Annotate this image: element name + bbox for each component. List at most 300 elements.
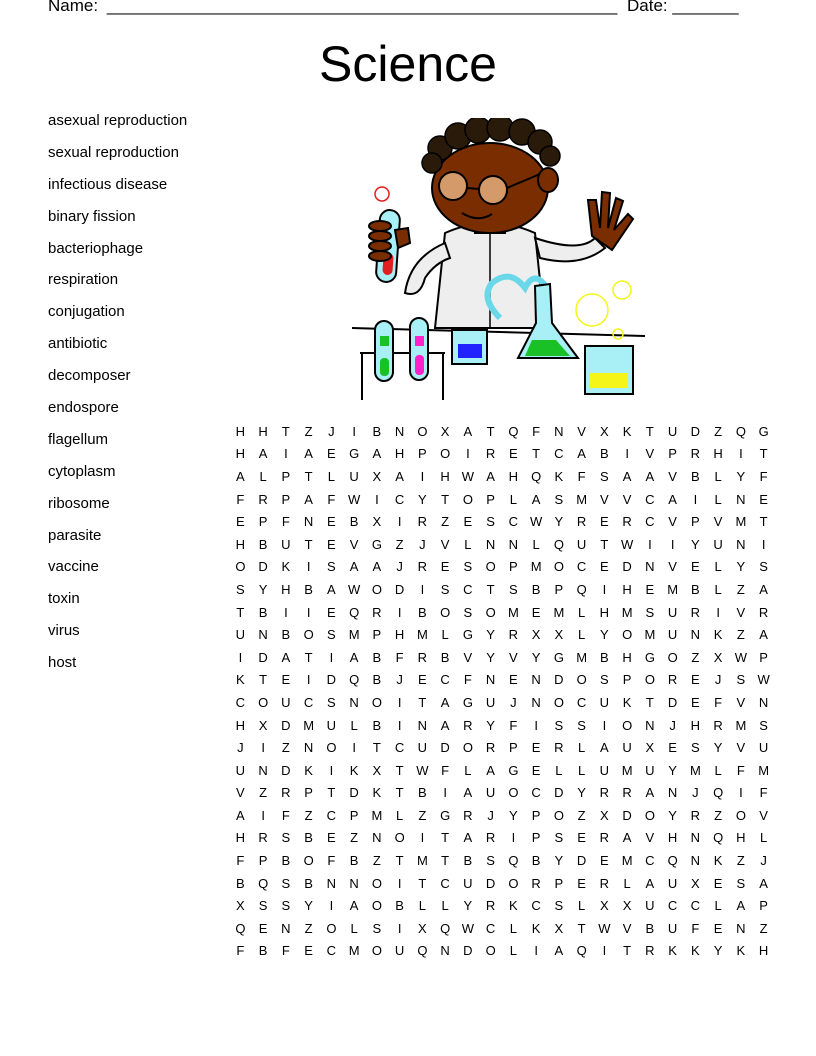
- grid-letter: K: [304, 762, 313, 778]
- grid-letter: E: [258, 920, 268, 936]
- grid-letter: M: [348, 943, 360, 959]
- grid-letter: U: [235, 762, 246, 778]
- grid-letter: E: [600, 559, 609, 575]
- grid-letter: W: [347, 491, 361, 507]
- grid-letter: R: [576, 514, 587, 530]
- grid-letter: Q: [576, 581, 587, 597]
- grid-letter: W: [347, 581, 361, 597]
- grid-letter: I: [306, 559, 311, 575]
- grid-letter: I: [625, 446, 629, 462]
- grid-letter: D: [690, 423, 701, 439]
- grid-letter: D: [349, 785, 359, 801]
- grid-letter: T: [759, 446, 768, 462]
- word-list-item: antibiotic: [48, 335, 108, 353]
- word-list-item: vaccine: [48, 558, 99, 576]
- grid-letter: Z: [395, 536, 404, 552]
- grid-letter: X: [554, 920, 564, 936]
- grid-letter: Z: [441, 514, 450, 530]
- grid-letter: R: [417, 559, 428, 575]
- grid-letter: Y: [304, 898, 313, 914]
- grid-letter: R: [690, 446, 701, 462]
- grid-letter: T: [759, 514, 768, 530]
- grid-letter: H: [235, 717, 246, 733]
- grid-letter: H: [690, 717, 701, 733]
- grid-letter: S: [486, 853, 495, 869]
- grid-letter: X: [372, 514, 382, 530]
- grid-letter: Z: [304, 920, 313, 936]
- table: [352, 328, 645, 336]
- grid-letter: J: [510, 694, 517, 710]
- grid-letter: O: [462, 740, 473, 756]
- grid-letter: U: [622, 740, 632, 756]
- word-list-item: flagellum: [48, 430, 109, 448]
- grid-letter: F: [759, 468, 768, 484]
- grid-letter: O: [326, 740, 337, 756]
- grid-letter: W: [461, 920, 475, 936]
- grid-letter: N: [281, 920, 291, 936]
- grid-letter: U: [485, 694, 496, 710]
- grid-letter: N: [690, 830, 701, 846]
- grid-letter: H: [394, 446, 405, 462]
- grid-letter: A: [622, 830, 632, 846]
- grid-letter: P: [554, 875, 564, 891]
- grid-row: [229, 714, 775, 737]
- grid-letter: I: [329, 898, 334, 914]
- grid-letter: S: [327, 559, 336, 575]
- grid-letter: P: [486, 491, 495, 507]
- grid-letter: P: [281, 491, 291, 507]
- grid-letter: T: [441, 491, 450, 507]
- grid-letter: C: [326, 807, 337, 823]
- grid-letter: U: [713, 536, 723, 552]
- grid-letter: V: [622, 491, 632, 507]
- grid-letter: V: [440, 536, 450, 552]
- grid-letter: N: [531, 672, 541, 688]
- grid-letter: O: [644, 672, 655, 688]
- grid-letter: T: [645, 694, 654, 710]
- grid-row: [229, 872, 775, 895]
- grid-letter: O: [508, 785, 519, 801]
- grid-letter: N: [667, 785, 678, 801]
- grid-letter: A: [531, 491, 541, 507]
- grid-letter: U: [667, 875, 678, 891]
- word-list-item: toxin: [48, 590, 80, 608]
- grid-letter: P: [531, 807, 541, 823]
- grid-letter: C: [394, 740, 405, 756]
- grid-letter: H: [622, 581, 632, 597]
- grid-letter: F: [281, 514, 290, 530]
- grid-letter: C: [690, 898, 701, 914]
- grid-letter: O: [485, 943, 496, 959]
- grid-letter: C: [554, 446, 564, 462]
- grid-letter: S: [600, 672, 609, 688]
- grid-row: [229, 465, 775, 488]
- grid-letter: B: [236, 875, 245, 891]
- grid-letter: S: [691, 740, 700, 756]
- name-line: ______________________________________________________: [106, 0, 618, 15]
- grid-letter: F: [509, 717, 518, 733]
- grid-letter: N: [485, 672, 496, 688]
- grid-letter: V: [713, 514, 723, 530]
- grid-letter: A: [645, 468, 655, 484]
- name-field: [48, 0, 617, 16]
- grid-letter: B: [531, 853, 541, 869]
- grid-letter: N: [349, 694, 359, 710]
- grid-letter: T: [418, 694, 427, 710]
- grid-letter: R: [485, 830, 496, 846]
- grid-letter: D: [463, 943, 473, 959]
- grid-letter: F: [736, 762, 745, 778]
- grid-letter: T: [304, 649, 313, 665]
- grid-letter: A: [600, 740, 609, 756]
- grid-letter: X: [622, 898, 632, 914]
- grid-letter: R: [554, 740, 564, 756]
- grid-letter: O: [371, 943, 382, 959]
- grid-letter: C: [463, 581, 473, 597]
- grid-letter: T: [623, 943, 632, 959]
- grid-letter: P: [258, 853, 268, 869]
- grid-letter: Y: [736, 468, 746, 484]
- grid-letter: O: [258, 694, 269, 710]
- grid-letter: L: [714, 491, 722, 507]
- grid-letter: T: [577, 920, 586, 936]
- grid-letter: Q: [576, 943, 587, 959]
- grid-letter: J: [237, 740, 244, 756]
- grid-letter: U: [485, 785, 496, 801]
- grid-letter: S: [554, 491, 564, 507]
- grid-letter: L: [509, 920, 517, 936]
- grid-letter: N: [303, 514, 314, 530]
- grid-row: [229, 488, 775, 511]
- grid-letter: N: [690, 853, 701, 869]
- grid-letter: X: [691, 875, 700, 891]
- grid-letter: T: [645, 423, 654, 439]
- grid-letter: U: [235, 627, 246, 643]
- grid-letter: L: [555, 762, 563, 778]
- grid-letter: V: [622, 920, 632, 936]
- grid-letter: E: [440, 559, 450, 575]
- grid-letter: G: [349, 446, 360, 462]
- grid-letter: A: [577, 446, 586, 462]
- grid-letter: N: [736, 491, 746, 507]
- grid-letter: R: [463, 717, 473, 733]
- grid-letter: B: [304, 830, 313, 846]
- grid-letter: L: [350, 920, 358, 936]
- grid-letter: T: [532, 446, 541, 462]
- grid-letter: Y: [736, 559, 746, 575]
- grid-letter: M: [507, 604, 519, 620]
- grid-letter: Q: [258, 875, 269, 891]
- grid-letter: Y: [418, 491, 427, 507]
- grid-letter: T: [304, 468, 313, 484]
- grid-letter: A: [463, 785, 473, 801]
- grid-letter: C: [303, 694, 314, 710]
- grid-letter: Q: [735, 423, 746, 439]
- grid-letter: S: [281, 830, 291, 846]
- grid-letter: U: [645, 762, 655, 778]
- grid-letter: O: [553, 807, 564, 823]
- grid-letter: F: [236, 491, 245, 507]
- grid-letter: A: [349, 559, 359, 575]
- grid-letter: B: [258, 943, 268, 959]
- grid-letter: B: [600, 446, 609, 462]
- grid-letter: Y: [486, 717, 495, 733]
- grid-letter: E: [509, 672, 518, 688]
- grid-letter: G: [553, 649, 564, 665]
- grid-letter: J: [328, 423, 335, 439]
- grid-letter: U: [281, 694, 291, 710]
- grid-letter: I: [534, 943, 538, 959]
- grid-letter: Z: [691, 649, 700, 665]
- grid-letter: I: [329, 762, 334, 778]
- grid-letter: L: [578, 898, 586, 914]
- grid-letter: R: [690, 604, 701, 620]
- grid-letter: J: [669, 717, 676, 733]
- grid-letter: Y: [531, 649, 541, 665]
- grid-letter: T: [441, 830, 450, 846]
- grid-letter: X: [600, 898, 609, 914]
- grid-letter: I: [466, 446, 470, 462]
- grid-letter: N: [531, 694, 541, 710]
- grid-letter: P: [349, 807, 359, 823]
- grid-letter: T: [372, 740, 381, 756]
- grid-letter: M: [416, 627, 428, 643]
- grid-letter: E: [577, 875, 586, 891]
- grid-letter: N: [758, 694, 769, 710]
- grid-letter: B: [463, 853, 473, 869]
- grid-letter: O: [508, 875, 519, 891]
- grid-letter: A: [759, 875, 768, 891]
- grid-letter: L: [578, 627, 586, 643]
- grid-letter: M: [530, 559, 542, 575]
- grid-letter: I: [261, 740, 265, 756]
- grid-row: [229, 940, 775, 963]
- grid-letter: I: [420, 581, 425, 597]
- grid-letter: Z: [714, 423, 723, 439]
- grid-letter: H: [235, 536, 246, 552]
- grid-letter: Y: [486, 627, 495, 643]
- grid-letter: N: [349, 875, 359, 891]
- grid-letter: I: [602, 717, 607, 733]
- grid-letter: B: [418, 785, 427, 801]
- grid-row: [229, 623, 775, 646]
- grid-letter: R: [258, 830, 268, 846]
- grid-row: [229, 849, 775, 872]
- grid-letter: A: [622, 468, 632, 484]
- grid-letter: I: [306, 604, 311, 620]
- grid-letter: M: [416, 853, 428, 869]
- grid-letter: Q: [713, 830, 724, 846]
- grid-letter: B: [349, 853, 359, 869]
- right-arm: [535, 238, 605, 261]
- grid-letter: B: [258, 604, 268, 620]
- grid-letter: J: [692, 785, 699, 801]
- grid-letter: A: [645, 785, 655, 801]
- grid-letter: Q: [553, 536, 564, 552]
- grid-letter: Z: [259, 785, 268, 801]
- grid-letter: N: [326, 875, 337, 891]
- grid-row: [229, 804, 775, 827]
- grid-letter: Z: [350, 830, 359, 846]
- grid-letter: Q: [440, 920, 451, 936]
- grid-letter: I: [693, 491, 698, 507]
- grid-letter: D: [281, 762, 291, 778]
- grid-letter: I: [306, 672, 311, 688]
- grid-letter: A: [236, 807, 245, 823]
- grid-letter: R: [463, 807, 473, 823]
- grid-letter: T: [418, 875, 427, 891]
- word-search-grid: [229, 420, 775, 962]
- grid-letter: L: [714, 468, 722, 484]
- grid-letter: Z: [736, 627, 745, 643]
- grid-letter: L: [714, 762, 722, 778]
- grid-letter: U: [463, 875, 473, 891]
- grid-letter: D: [485, 875, 496, 891]
- grid-letter: F: [441, 762, 450, 778]
- grid-letter: E: [281, 672, 291, 688]
- grid-letter: S: [236, 581, 245, 597]
- grid-letter: S: [736, 875, 746, 891]
- grid-letter: N: [485, 536, 496, 552]
- grid-row: [229, 917, 775, 940]
- grid-letter: Q: [667, 853, 678, 869]
- grid-letter: S: [486, 514, 495, 530]
- grid-letter: A: [554, 943, 564, 959]
- grid-letter: U: [645, 898, 655, 914]
- grid-letter: I: [761, 536, 766, 552]
- grid-letter: I: [716, 604, 720, 620]
- grid-letter: K: [531, 920, 541, 936]
- grid-letter: R: [713, 717, 723, 733]
- grid-letter: A: [372, 559, 382, 575]
- grid-letter: F: [691, 920, 700, 936]
- grid-letter: Z: [372, 853, 381, 869]
- grid-letter: A: [440, 694, 450, 710]
- grid-letter: U: [667, 423, 678, 439]
- grid-letter: H: [235, 830, 246, 846]
- grid-letter: T: [600, 536, 609, 552]
- grid-letter: M: [576, 491, 588, 507]
- grid-letter: S: [554, 717, 564, 733]
- grid-letter: L: [714, 581, 722, 597]
- grid-letter: Y: [554, 514, 564, 530]
- word-list-item: endospore: [48, 399, 119, 417]
- grid-letter: V: [668, 468, 677, 484]
- grid-letter: X: [554, 627, 564, 643]
- grid-letter: R: [758, 604, 769, 620]
- grid-letter: T: [441, 853, 450, 869]
- grid-letter: Z: [714, 807, 723, 823]
- grid-letter: S: [759, 559, 768, 575]
- grid-letter: M: [667, 581, 679, 597]
- grid-letter: L: [327, 468, 335, 484]
- grid-letter: B: [349, 514, 359, 530]
- grid-letter: J: [396, 672, 403, 688]
- grid-letter: A: [440, 717, 450, 733]
- grid-letter: O: [417, 423, 428, 439]
- grid-letter: S: [463, 559, 473, 575]
- grid-letter: E: [327, 604, 336, 620]
- grid-letter: I: [284, 446, 288, 462]
- grid-letter: D: [326, 672, 337, 688]
- grid-letter: W: [416, 762, 429, 778]
- grid-letter: Z: [304, 423, 313, 439]
- grid-letter: N: [645, 559, 655, 575]
- grid-letter: M: [735, 514, 747, 530]
- grid-letter: S: [645, 604, 655, 620]
- grid-letter: Q: [235, 920, 246, 936]
- grid-letter: I: [511, 830, 516, 846]
- grid-letter: S: [554, 898, 564, 914]
- grid-letter: R: [599, 875, 610, 891]
- grid-letter: Z: [304, 807, 313, 823]
- grid-letter: C: [645, 491, 655, 507]
- grid-letter: P: [372, 627, 382, 643]
- grid-letter: U: [281, 536, 291, 552]
- grid-letter: O: [622, 627, 633, 643]
- grid-letter: W: [757, 672, 770, 688]
- grid-letter: S: [736, 672, 746, 688]
- grid-letter: S: [463, 604, 473, 620]
- grid-letter: B: [372, 649, 382, 665]
- grid-letter: A: [304, 446, 313, 462]
- grid-letter: U: [599, 762, 610, 778]
- grid-letter: S: [759, 717, 768, 733]
- grid-letter: T: [395, 785, 404, 801]
- grid-letter: B: [372, 672, 382, 688]
- grid-row: [229, 691, 775, 714]
- grid-letter: Y: [463, 898, 473, 914]
- word-list-item: decomposer: [48, 367, 131, 385]
- grid-letter: C: [576, 559, 587, 575]
- grid-row: [229, 736, 775, 759]
- grid-letter: L: [532, 536, 540, 552]
- grid-letter: E: [327, 536, 336, 552]
- grid-letter: P: [668, 446, 677, 462]
- word-list-item: virus: [48, 622, 80, 640]
- grid-letter: K: [691, 943, 700, 959]
- grid-letter: C: [440, 672, 450, 688]
- word-list-item: binary fission: [48, 207, 136, 225]
- grid-letter: I: [284, 604, 288, 620]
- grid-letter: K: [554, 468, 564, 484]
- grid-letter: H: [667, 830, 678, 846]
- word-list-item: cytoplasm: [48, 462, 116, 480]
- grid-letter: O: [394, 830, 405, 846]
- test-tube-rack: [360, 353, 445, 400]
- grid-row: [229, 782, 775, 805]
- grid-row: [229, 759, 775, 782]
- grid-letter: D: [622, 807, 632, 823]
- grid-letter: R: [372, 604, 382, 620]
- grid-letter: G: [371, 536, 382, 552]
- grid-letter: Q: [417, 943, 428, 959]
- grid-letter: O: [371, 898, 382, 914]
- grid-letter: L: [509, 491, 517, 507]
- grid-letter: H: [281, 581, 291, 597]
- grid-letter: I: [443, 785, 447, 801]
- grid-letter: E: [418, 672, 427, 688]
- grid-letter: K: [668, 943, 677, 959]
- grid-letter: P: [622, 672, 632, 688]
- grid-letter: U: [326, 717, 337, 733]
- grid-letter: I: [238, 649, 243, 665]
- grid-letter: E: [713, 920, 723, 936]
- grid-letter: A: [486, 468, 495, 484]
- grid-letter: I: [397, 717, 402, 733]
- date-label: Date:: [627, 0, 668, 15]
- grid-letter: B: [304, 875, 313, 891]
